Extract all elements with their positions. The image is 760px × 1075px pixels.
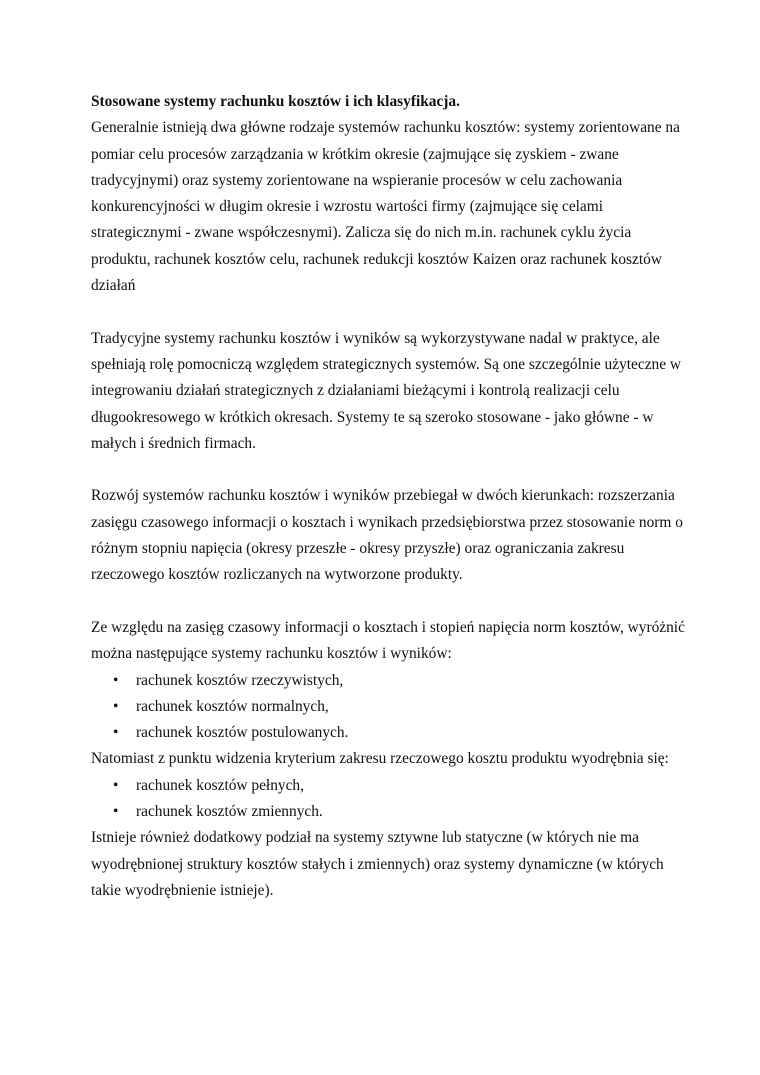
scope-paragraph: Natomiast z punktu widzenia kryterium zakresu rzeczowego kosztu produktu wyodrębnia się: (91, 750, 669, 768)
list-item-text: rachunek kosztów postulowanych. (136, 724, 349, 742)
paragraph-spacer (91, 589, 691, 615)
time-range-list (91, 668, 691, 747)
bullet-icon: • (113, 697, 119, 715)
list-item (91, 668, 691, 694)
scope-list (91, 773, 691, 826)
development-paragraph: Rozwój systemów rachunku kosztów i wyników przebiegał w dwóch kierunkach: rozszerzania zasięgu czasowego informacji o kosztach i wynikach przedsiębiorstwa przez stosowanie norm o różnym stopniu napięcia (okresy przeszłe - okresy przyszłe) oraz ograniczania zakresu rzeczowego kosztów rozliczanych na wytworzone produkty. (91, 487, 683, 584)
list-item (91, 720, 691, 746)
bullet-icon: • (113, 803, 119, 821)
list-item-text: rachunek kosztów rzeczywistych, (136, 671, 344, 689)
list-item-text: rachunek kosztów normalnych, (136, 697, 329, 715)
document-title: Stosowane systemy rachunku kosztów i ich klasyfikacja. (91, 93, 460, 110)
traditional-systems-paragraph: Tradycyjne systemy rachunku kosztów i wyników są wykorzystywane nadal w praktyce, ale spełniają rolę pomocniczą względem strategicznych systemów. Są one szczególnie użyteczne w integrowaniu działań strategicznych z działaniami bieżącymi i kontrolą realizacji celu długookresowego w krótkich okresach. Systemy te są szeroko stosowane - jako główne - w małych i średnich firmach. (91, 329, 682, 452)
intro-paragraph: Generalnie istnieją dwa główne rodzaje systemów rachunku kosztów: systemy zorientowane na pomiar celu procesów zarządzania w krótkim okresie (zajmujące się zyskiem - zwane tradycyjnymi) oraz systemy zorientowane na wspieranie procesów w celu zachowania konkurencyjności w długim okresie i wzrostu wartości firmy (zajmujące się celami strategicznymi - zwane współczesnymi). Zalicza się do nich m.in. rachunek cyklu życia produktu, rachunek kosztów celu, rachunek redukcji kosztów Kaizen oraz rachunek kosztów działań (91, 119, 680, 295)
list-item (91, 799, 691, 825)
bullet-icon: • (113, 776, 119, 794)
bullet-icon: • (113, 671, 119, 689)
list-item-text: rachunek kosztów zmiennych. (136, 803, 323, 821)
list-item-text: rachunek kosztów pełnych, (136, 776, 304, 794)
time-range-paragraph: Ze względu na zasięg czasowy informacji o kosztach i stopień napięcia norm kosztów, wyróżnić można następujące systemy rachunku kosztów i wyników: (91, 618, 685, 663)
paragraph-spacer (91, 299, 691, 325)
list-item (91, 694, 691, 720)
paragraph-spacer (91, 457, 691, 483)
list-item (91, 773, 691, 799)
document-page (91, 89, 691, 904)
bullet-icon: • (113, 724, 119, 742)
additional-division-paragraph: Istnieje również dodatkowy podział na systemy sztywne lub statyczne (w których nie ma wyodrębnionej struktury kosztów stałych i zmiennych) oraz systemy dynamiczne (w których takie wyodrębnienie istnieje). (91, 829, 664, 899)
